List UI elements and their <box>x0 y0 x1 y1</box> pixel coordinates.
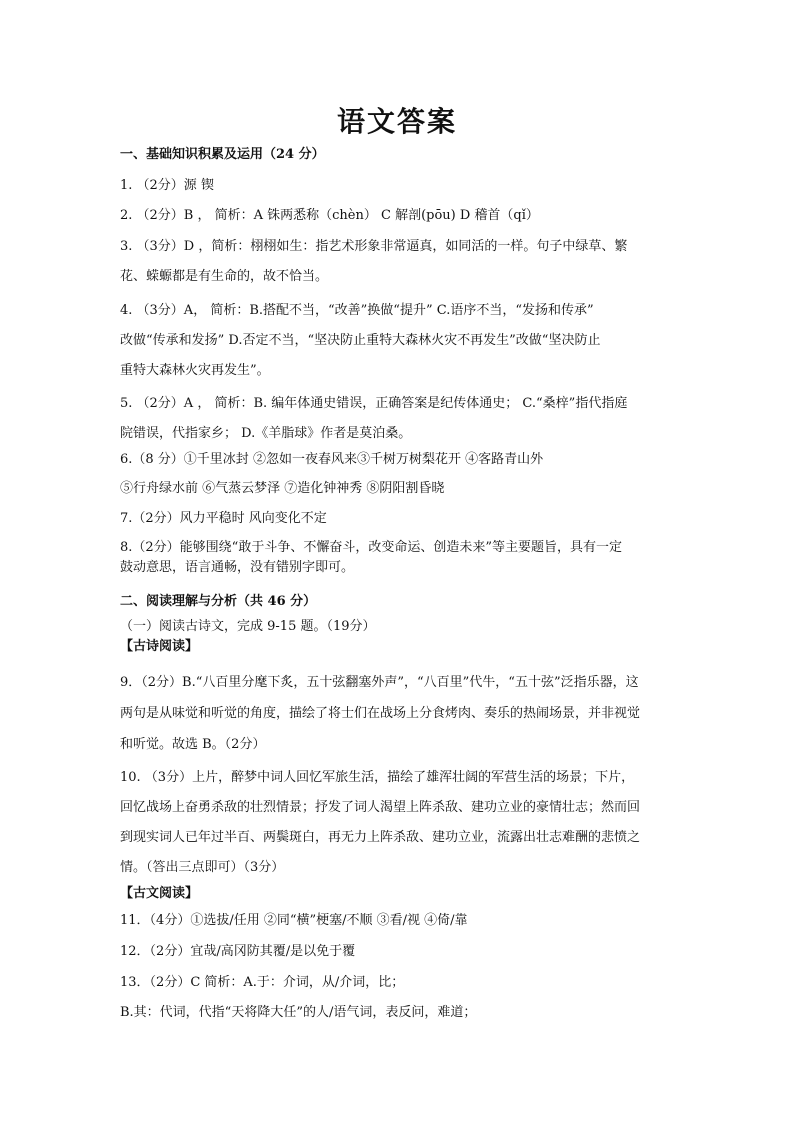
answer-line: 9．（2分）B.“八百里分麾下炙，五十弦翻塞外声”，“八百里”代牛，“五十弦”泛指乐器，这 <box>120 675 639 690</box>
answer-line: 花、蝾螈都是有生命的，故不恰当。 <box>120 269 329 284</box>
answer-line: 8.（2分）能够围绕“敢于斗争、不懈奋斗，改变命运、创造未来”等主要题旨，具有一定 <box>120 540 622 555</box>
answer-line: 2. （2分）B ， 简析：A 铢两悉称（chèn） C 解剖(pōu) D 稽首（qǐ） <box>120 208 539 223</box>
section-heading-basic-knowledge: 一、基础知识积累及运用（24 分） <box>120 147 325 162</box>
subsection-heading: （一）阅读古诗文，完成 9-15 题。（19分） <box>120 619 376 634</box>
answer-line: 11．（4分）①选拔/任用 ②同“横”梗塞/不顺 ③看/视 ④倚/靠 <box>120 913 468 928</box>
section-heading-reading: 二、阅读理解与分析（共 46 分） <box>120 594 317 609</box>
answer-line: 鼓动意思，语言通畅，没有错别字即可。 <box>120 560 355 575</box>
answer-line: 回忆战场上奋勇杀敌的壮烈情景；抒发了词人渴望上阵杀敌、建功立业的豪情壮志；然而回 <box>120 800 641 815</box>
answer-line: ⑤行舟绿水前 ⑥气蒸云梦泽 ⑦造化钟神秀 ⑧阴阳割昏晓 <box>120 481 445 496</box>
answer-line: 6.（8 分）①千里冰封 ②忽如一夜春风来③千树万树梨花开 ④客路青山外 <box>120 452 544 467</box>
answer-line: 情。（答出三点即可）（3分） <box>120 860 285 875</box>
answer-line: 13．（2分）C 简析：A.于：介词，从/介词，比； <box>120 975 405 990</box>
page-title: 语文答案 <box>336 105 457 138</box>
answer-line: 和听觉。故选 B。（2分） <box>120 737 266 752</box>
answer-line: 3. （3分）D ，简析：栩栩如生：指艺术形象非常逼真，如同活的一样。句子中绿草、繁 <box>120 239 628 254</box>
subsection-tag-poetry: 【古诗阅读】 <box>120 639 199 654</box>
answer-line: 5. （2分）A ， 简析：B. 编年体通史错误，正确答案是纪传体通史； C.“桑梓”指代指庭 <box>120 396 628 411</box>
answer-line: 10. （3分）上片，醉梦中词人回忆军旅生活，描绘了雄浑壮阔的军营生活的场景；下片， <box>120 770 635 785</box>
answer-line: 院错误，代指家乡； D.《羊脂球》作者是莫泊桑。 <box>120 426 412 441</box>
answer-line: 两句是从味觉和听觉的角度，描绘了将士们在战场上分食烤肉、奏乐的热闹场景，并非视觉 <box>120 706 641 721</box>
answer-line: 重特大森林火灾再发生”。 <box>120 363 270 378</box>
subsection-tag-classical-prose: 【古文阅读】 <box>120 886 199 901</box>
answer-line: 7.（2分）风力平稳时 风向变化不定 <box>120 511 327 526</box>
answer-line: 12．（2分）宜哉/高冈防其覆/是以免于覆 <box>120 944 356 959</box>
answer-line: 1. （2分）源 锲 <box>120 178 214 193</box>
answer-line: 4. （3分）A， 简析：B.搭配不当，“改善”换做“提升” C.语序不当，“发扬和传承” <box>120 303 594 318</box>
answer-line: B.其：代词，代指“天将降大任”的人/语气词，表反问，难道； <box>120 1005 477 1020</box>
answer-line: 改做“传承和发扬” D.否定不当，“坚决防止重特大森林火灾不再发生”改做“坚决防止 <box>120 333 601 348</box>
answer-line: 到现实词人已年过半百、两鬓斑白，再无力上阵杀敌、建功立业，流露出壮志难酬的悲愤之 <box>120 830 641 845</box>
